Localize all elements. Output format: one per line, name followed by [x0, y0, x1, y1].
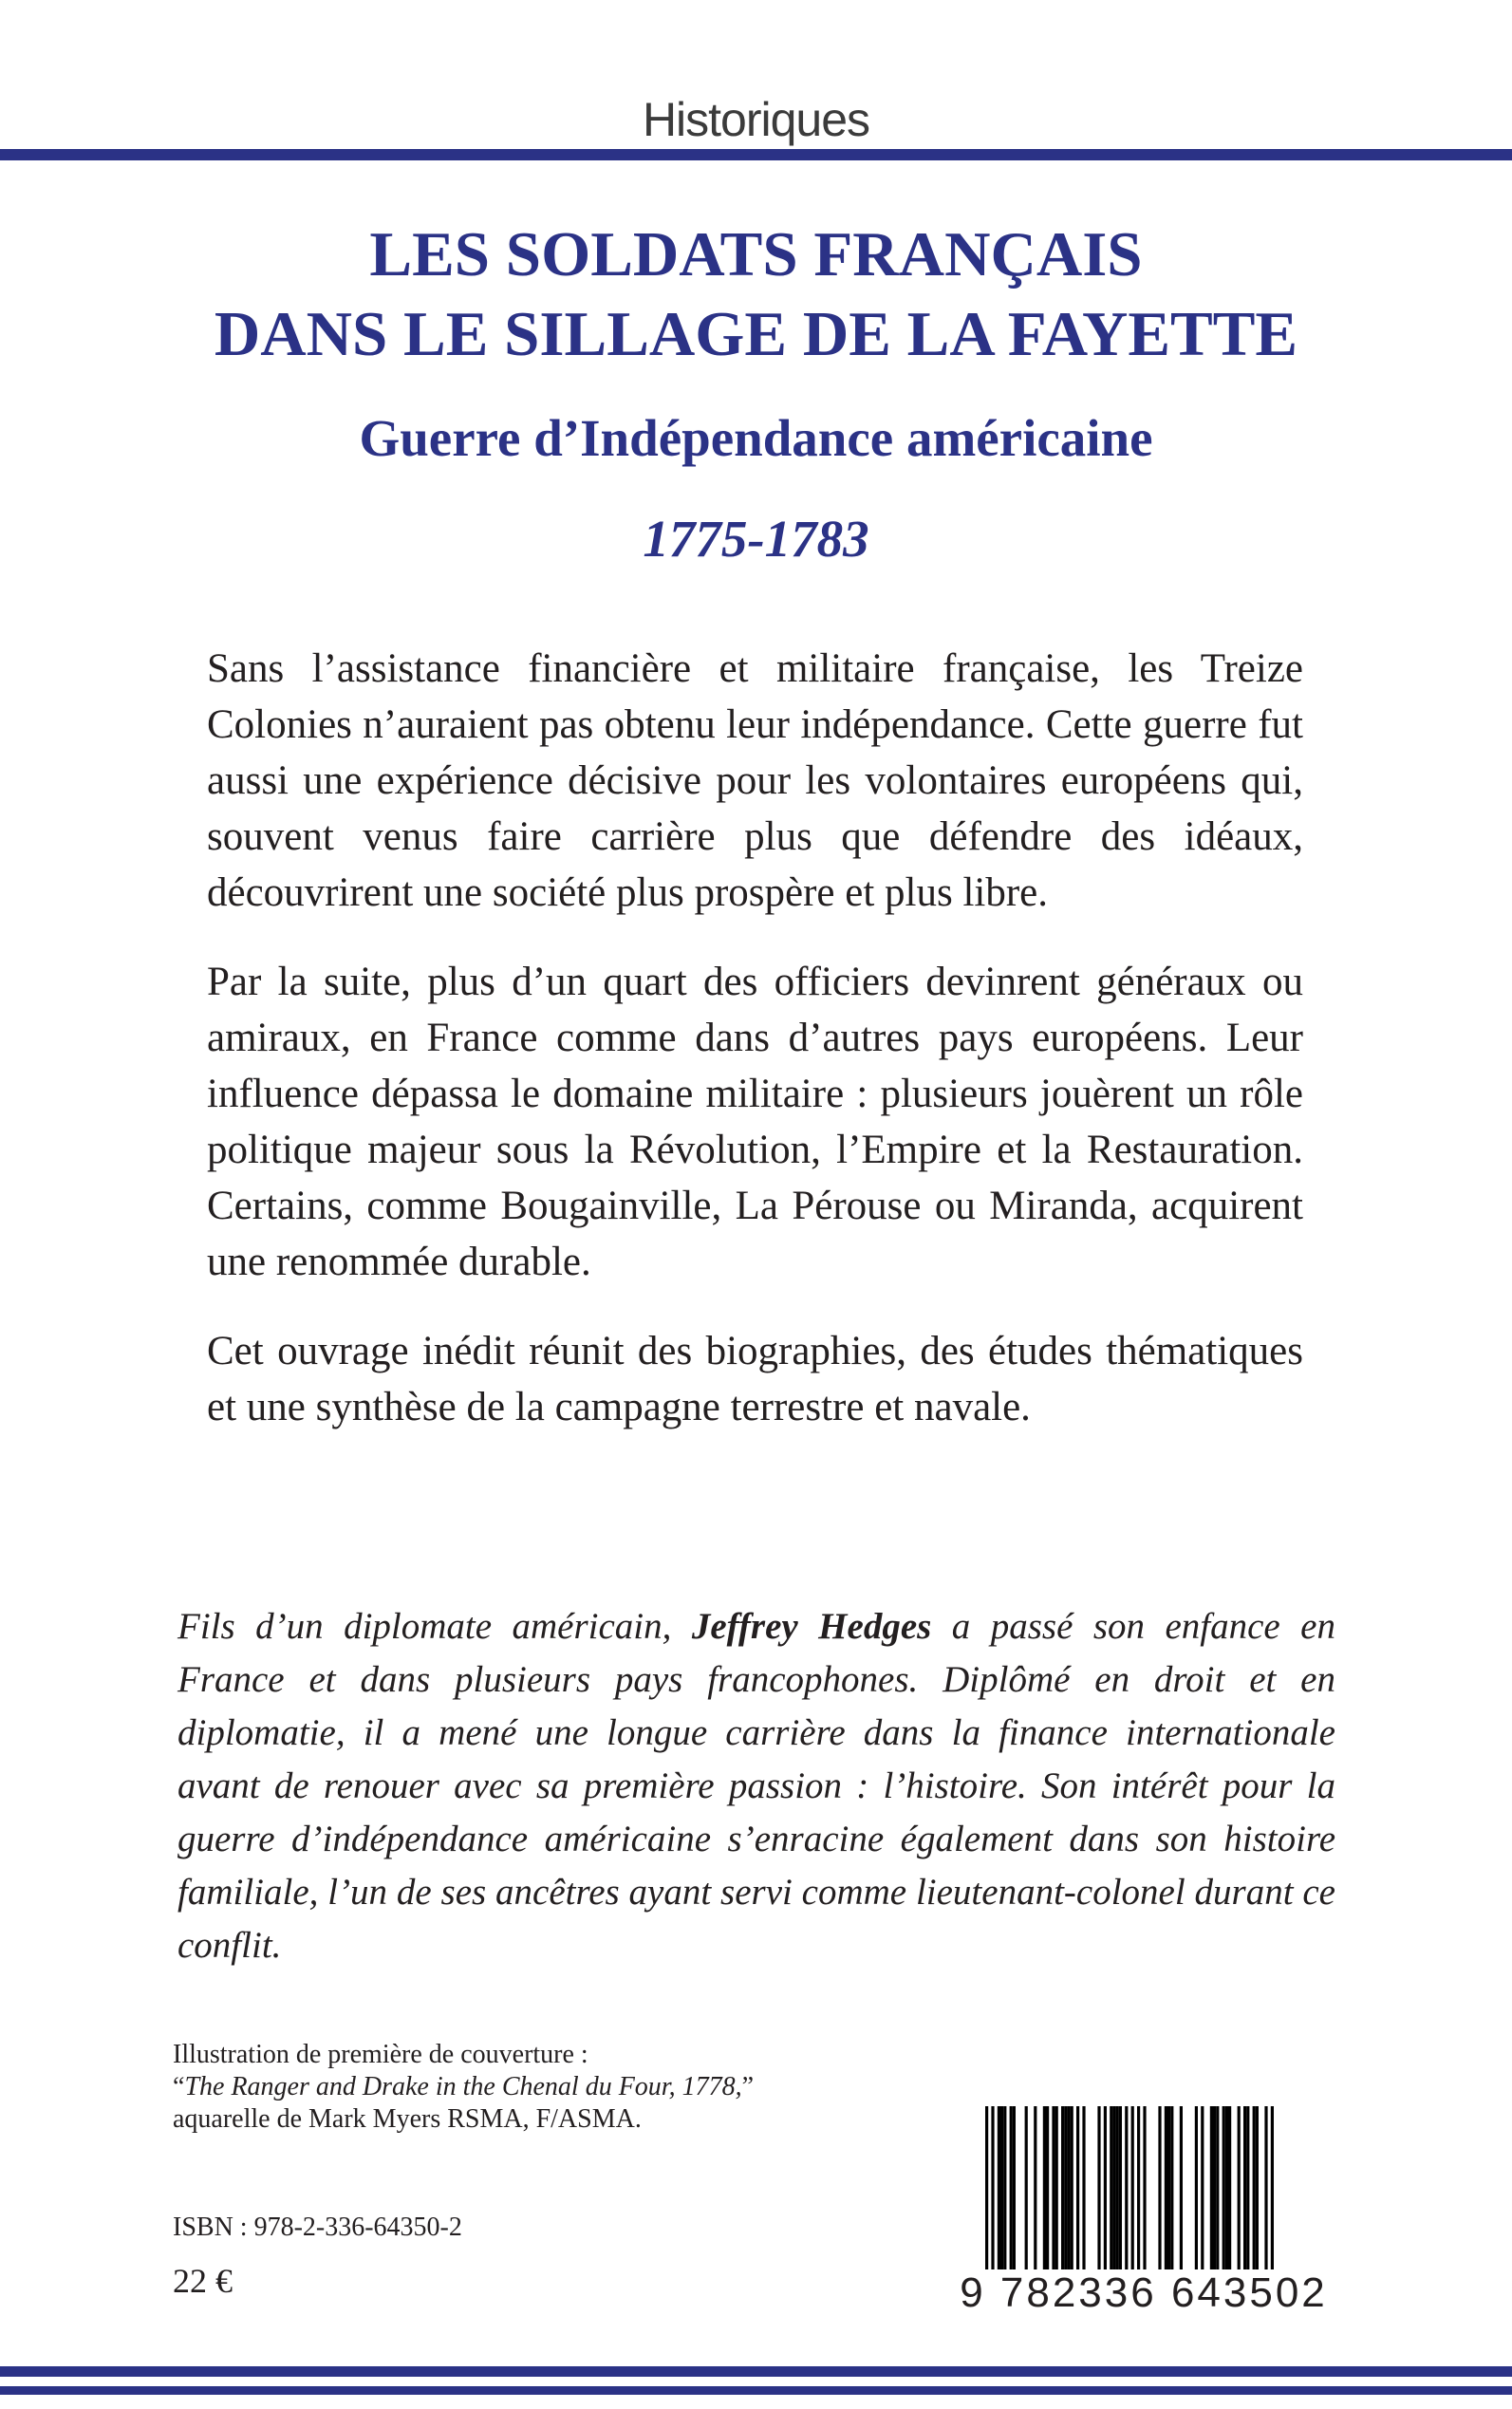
barcode-bar	[1003, 2106, 1006, 2269]
credits-quote-open: “	[173, 2072, 185, 2101]
bottom-rule-1	[0, 2366, 1512, 2377]
price: 22 €	[173, 2262, 233, 2300]
bottom-rule-2	[0, 2386, 1512, 2395]
barcode-bar	[1112, 2106, 1115, 2269]
barcode-bars	[959, 2101, 1329, 2290]
credits-work-line	[173, 2071, 856, 2103]
barcode-bar	[1116, 2106, 1119, 2269]
barcode-bar	[1170, 2106, 1173, 2269]
blurb-paragraph-3: Cet ouvrage inédit réunit des biographies, des études thématiques et une synthèse de la campagne terrestre et navale.	[207, 1329, 1303, 1429]
blurb-paragraph-1: Sans l’assistance financière et militaire française, les Treize Colonies n’auraient pas obtenu leur indépendance. Cette guerre fut aussi une expérience décisive pour les volontaires européens qui, souvent venus faire carrière plus que défendre des idéaux, découvrirent une société plus prospère et plus libre.	[207, 646, 1303, 915]
barcode-bar	[1223, 2106, 1225, 2269]
barcode-bar	[1025, 2106, 1028, 2269]
barcode-bar	[1082, 2106, 1085, 2269]
barcode-bar	[1238, 2106, 1241, 2269]
isbn: ISBN : 978-2-336-64350-2	[173, 2213, 462, 2242]
barcode-bar	[1013, 2106, 1016, 2269]
credits-quote-close: ”	[741, 2072, 755, 2101]
barcode-bar	[1165, 2106, 1167, 2269]
barcode-bar	[1131, 2106, 1134, 2285]
author-bio	[177, 1600, 1335, 1972]
barcode-bar	[1067, 2106, 1070, 2269]
barcode-bar	[1158, 2106, 1161, 2269]
barcode-bar	[1052, 2106, 1055, 2269]
barcode-digits: 9 782336 643502	[960, 2269, 1328, 2316]
barcode-bar	[1256, 2106, 1259, 2269]
barcode-bar	[1046, 2106, 1049, 2269]
barcode-bar	[1076, 2106, 1079, 2269]
barcode-bar	[1195, 2106, 1198, 2269]
barcode-bar	[998, 2106, 1000, 2269]
illustration-credits	[173, 2039, 856, 2136]
barcode-bar	[991, 2106, 994, 2285]
barcode-bar	[1243, 2106, 1246, 2269]
barcode-bar	[1210, 2106, 1213, 2269]
book-title	[0, 215, 1512, 374]
barcode-bar	[1213, 2106, 1216, 2269]
bio-before: Fils d’un diplomate américain,	[177, 1606, 692, 1647]
bio-after: a passé son enfance en France et dans plusieurs pays francophones. Diplômé en droit et en diplomatie, il a mené une longue carrière dans la finance internationale avant de renouer avec sa première passion : l’histoire. Son intérêt pour la guerre d’indépendance américaine s’enracine également dans son histoire familiale, l’un de ses ancêtres ayant servi comme lieutenant-colonel durant ce conflit.	[177, 1606, 1335, 1966]
barcode-bar	[1264, 2106, 1267, 2285]
top-rule	[0, 149, 1512, 160]
barcode-bar	[1125, 2106, 1128, 2285]
series-name: Historiques	[642, 93, 870, 146]
barcode-bar	[1055, 2106, 1058, 2269]
barcode-bar	[1180, 2106, 1183, 2269]
book-subtitle: Guerre d’Indépendance américaine	[359, 409, 1153, 467]
barcode-bar	[1010, 2106, 1013, 2269]
barcode	[959, 2101, 1329, 2319]
barcode-bar	[1225, 2106, 1228, 2269]
barcode-bar	[1201, 2106, 1204, 2269]
barcode-bar	[1000, 2106, 1003, 2269]
author-name: Jeffrey Hedges	[691, 1606, 932, 1647]
barcode-bar	[1216, 2106, 1219, 2269]
blurb-paragraph-2: Par la suite, plus d’un quart des officiers devinrent généraux ou amiraux, en France comme dans d’autres pays européens. Leur influence dépassa le domaine militaire : plusieurs jouèrent un rôle politique majeur sous la Révolution, l’Empire et la Restauration. Certains, comme Bougainville, La Pérouse ou Miranda, acquirent une renommée durable.	[207, 960, 1303, 1284]
barcode-bar	[1061, 2106, 1064, 2269]
barcode-bar	[985, 2106, 988, 2285]
barcode-bar	[1143, 2106, 1146, 2269]
credits-work: The Ranger and Drake in the Chenal du Four, 1778,	[184, 2072, 742, 2101]
barcode-bar	[1119, 2106, 1122, 2269]
barcode-bar	[1071, 2106, 1073, 2269]
barcode-bar	[1104, 2106, 1107, 2269]
title-line-1: LES SOLDATS FRANÇAIS	[369, 219, 1143, 289]
barcode-bar	[1043, 2106, 1046, 2269]
barcode-bar	[1064, 2106, 1067, 2269]
credits-label: Illustration de première de couverture :	[173, 2040, 588, 2069]
barcode-bar	[1097, 2106, 1100, 2269]
credits-artist: aquarelle de Mark Myers RSMA, F/ASMA.	[173, 2104, 642, 2134]
barcode-bar	[1110, 2106, 1112, 2269]
barcode-bar	[1246, 2106, 1249, 2269]
barcode-bar	[1137, 2106, 1140, 2269]
barcode-bar	[1253, 2106, 1256, 2269]
barcode-bar	[1228, 2106, 1231, 2269]
blurb	[207, 641, 1303, 1468]
barcode-bar	[1034, 2106, 1036, 2269]
barcode-bar	[1167, 2106, 1170, 2269]
barcode-bar	[1271, 2106, 1274, 2285]
title-line-2: DANS LE SILLAGE DE LA FAYETTE	[214, 299, 1298, 369]
book-dates: 1775-1783	[643, 510, 869, 568]
